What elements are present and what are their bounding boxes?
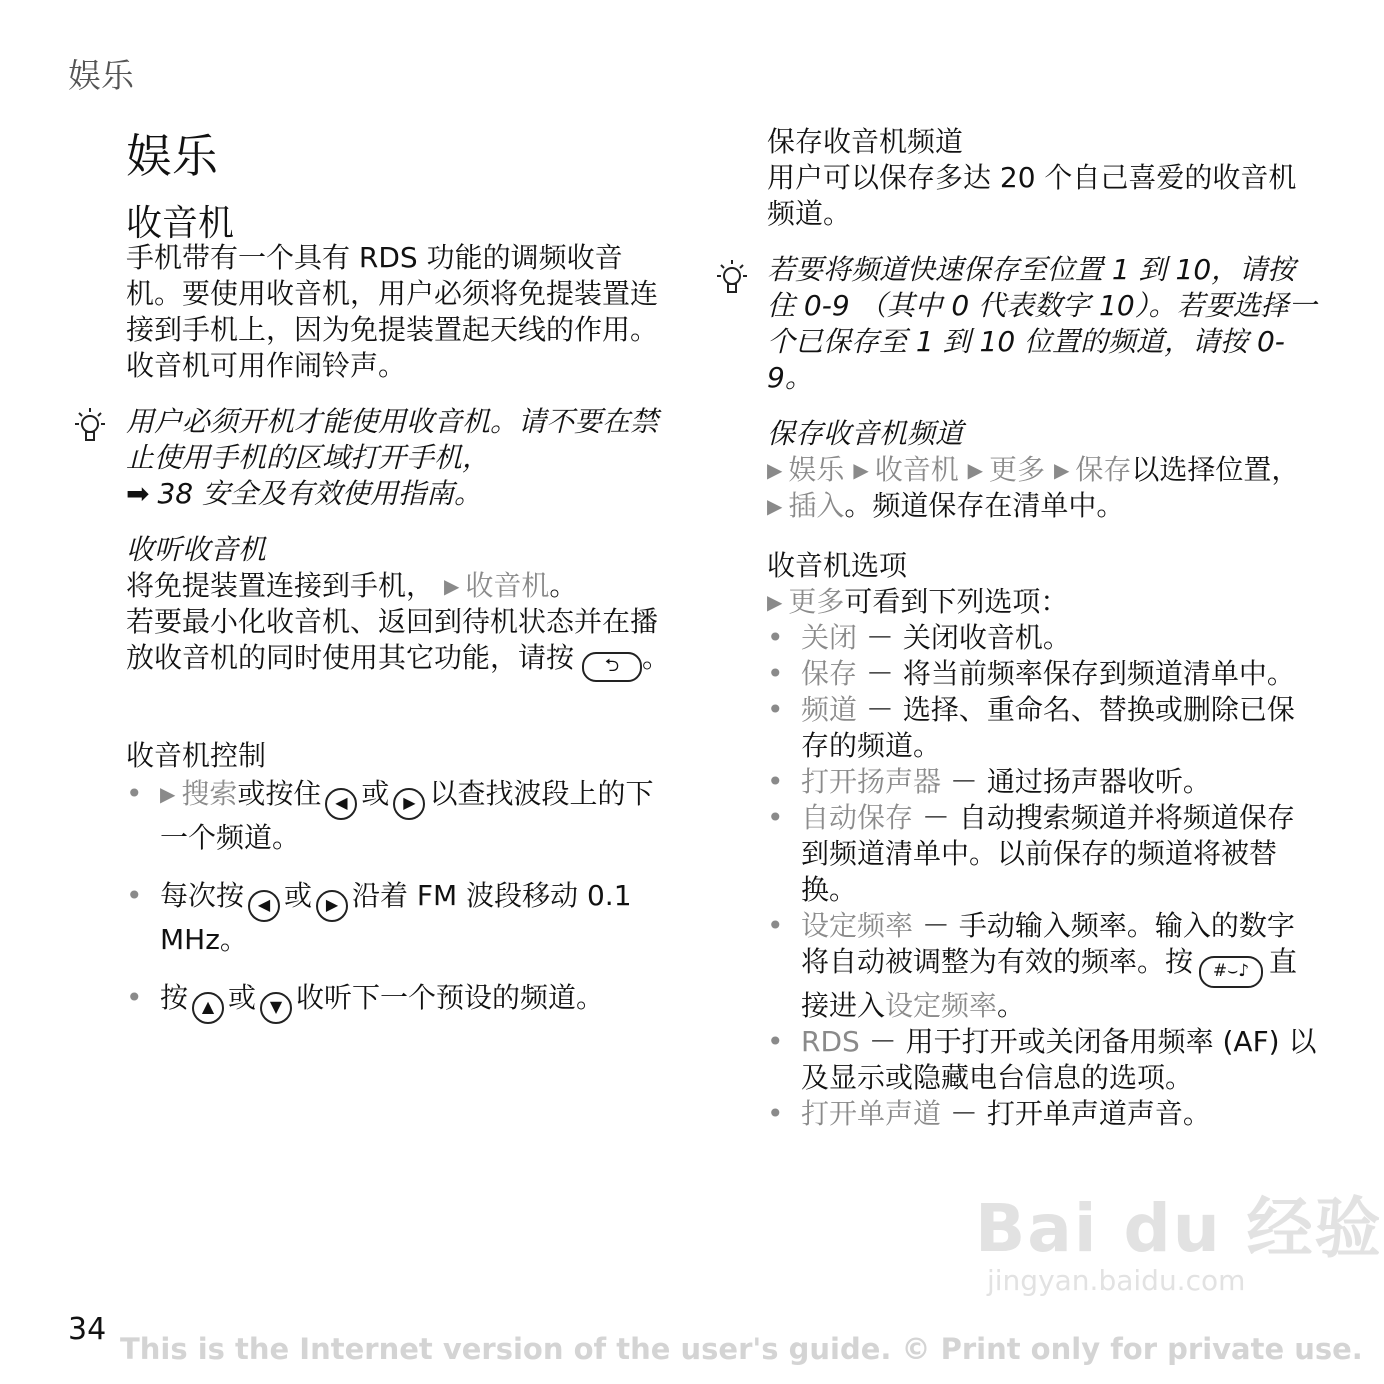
listen-paragraph: 将免提装置连接到手机， ▶ 收音机。 若要最小化收音机、返回到待机状态并在播放收音机的同时使用其它功能，请按 ⮌ 。	[126, 568, 671, 682]
listen-heading: 收听收音机	[126, 533, 267, 566]
tip-block: 若要将频道快速保存至位置 1 到 10，请按住 0-9 （其中 0 代表数字 10）。若要选择一个已保存至 1 到 10 位置的频道，请按 0-9。	[767, 253, 1317, 394]
list-item: • ▶ 搜索或按住 ◀ 或 ▶ 以查找波段上的下一个频道。	[126, 776, 671, 856]
menu-arrow-icon: ▶	[1053, 458, 1070, 482]
save-steps-heading: 保存收音机频道	[767, 417, 964, 450]
save-paragraph: 用户可以保存多达 20 个自己喜爱的收音机频道。	[767, 161, 1297, 230]
options-heading: 收音机选项	[767, 549, 908, 582]
tip-lightbulb-icon	[712, 256, 752, 300]
list-item: • 设定频率 － 手动输入频率。输入的数字将自动被调整为有效的频率。按 #⌣♪ 直接进入设定频率。	[767, 908, 1317, 1024]
tip-lightbulb-icon	[70, 404, 110, 448]
nav-left-key-icon: ◀	[248, 890, 280, 922]
list-item: • 打开单声道 － 打开单声道声音。	[767, 1096, 1317, 1132]
save-steps-paragraph: ▶ 娱乐 ▶ 收音机 ▶ 更多 ▶ 保存以选择位置， ▶ 插入。频道保存在清单中。	[767, 453, 1300, 522]
menu-arrow-icon: ▶	[444, 574, 460, 598]
nav-left-key-icon: ◀	[325, 788, 357, 820]
list-item: • 每次按 ◀ 或 ▶ 沿着 FM 波段移动 0.1 MHz。	[126, 878, 671, 958]
save-heading: 保存收音机频道	[767, 125, 964, 158]
options-section	[767, 548, 1317, 1132]
listen-section	[126, 532, 671, 682]
page-number: 34	[68, 1312, 107, 1347]
menu-arrow-icon: ▶	[967, 458, 984, 482]
baidu-watermark	[975, 1175, 1383, 1297]
reference-arrow-icon: ➡	[126, 477, 150, 510]
menu-arrow-icon: ▶	[767, 590, 783, 614]
menu-radio: 收音机	[465, 569, 550, 602]
options-intro: ▶ 更多可看到下列选项：	[767, 585, 1069, 618]
running-header: 娱乐	[68, 56, 134, 95]
list-item: • 打开扬声器 － 通过扬声器收听。	[767, 764, 1317, 800]
menu-search: 搜索	[181, 777, 238, 810]
control-heading: 收音机控制	[126, 739, 267, 772]
menu-arrow-icon: ▶	[160, 782, 176, 806]
tip-text: 用户必须开机才能使用收音机。请不要在禁止使用手机的区域打开手机，	[126, 405, 659, 474]
nav-right-key-icon: ▶	[393, 788, 425, 820]
save-section	[767, 124, 1312, 232]
save-steps-section	[767, 416, 1312, 524]
control-section	[126, 738, 671, 1024]
tip-reference: 38 安全及有效使用指南。	[157, 477, 482, 510]
menu-arrow-icon: ▶	[767, 494, 783, 518]
menu-arrow-icon: ▶	[853, 458, 869, 482]
page-title: 娱乐	[126, 129, 218, 183]
list-item: • 按 ▲ 或 ▼ 收听下一个预设的频道。	[126, 980, 671, 1024]
list-item: • 关闭 － 关闭收音机。	[767, 620, 1317, 656]
back-key-icon: ⮌	[582, 652, 642, 682]
nav-right-key-icon: ▶	[316, 890, 348, 922]
watermark-logo: Bai du 经验	[975, 1190, 1383, 1267]
list-item: • 自动保存 － 自动搜索频道并将频道保存到频道清单中。以前保存的频道将被替换。	[767, 800, 1317, 908]
footer-notice: This is the Internet version of the user's guide. © Print only for private use.	[120, 1332, 1363, 1366]
list-item: • 保存 － 将当前频率保存到频道清单中。	[767, 656, 1317, 692]
intro-paragraph: 手机带有一个具有 RDS 功能的调频收音机。要使用收音机，用户必须将免提装置连接到手机上，因为免提装置起天线的作用。收音机可用作闹铃声。	[126, 241, 659, 382]
watermark-url: jingyan.baidu.com	[987, 1264, 1246, 1297]
list-item: • RDS － 用于打开或关闭备用频率 (AF) 以及显示或隐藏电台信息的选项。	[767, 1024, 1317, 1096]
nav-up-key-icon: ▲	[192, 992, 224, 1024]
nav-down-key-icon: ▼	[260, 992, 292, 1024]
hash-key-icon: #⌣♪	[1199, 956, 1263, 988]
tip-block	[126, 404, 671, 512]
menu-arrow-icon: ▶	[767, 458, 783, 482]
list-item: • 频道 － 选择、重命名、替换或删除已保存的频道。	[767, 692, 1317, 764]
section-title-radio: 收音机	[126, 203, 235, 244]
